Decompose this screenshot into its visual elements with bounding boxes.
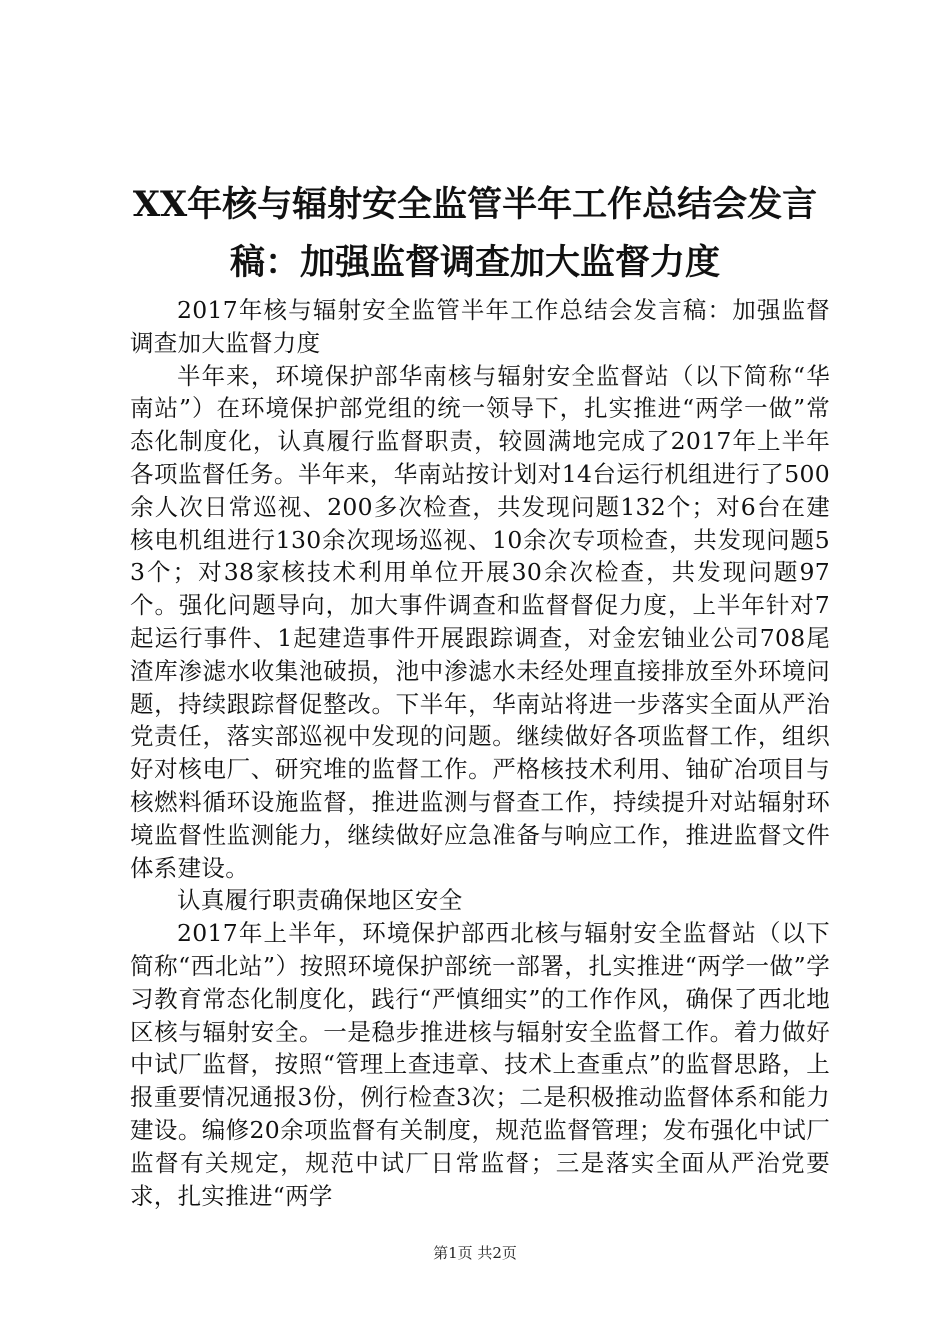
- paragraph-intro: 2017年核与辐射安全监管半年工作总结会发言稿：加强监督调查加大监督力度: [130, 296, 830, 357]
- document-body: [130, 294, 830, 1212]
- section-heading: 认真履行职责确保地区安全: [177, 886, 463, 915]
- paragraph-huanan-station: 半年来，环境保护部华南核与辐射安全监督站（以下简称“华南站”）在环境保护部党组的统一领导下，扎实推进“两学一做”常态化制度化，认真履行监督职责，较圆满地完成了2017年上半年各项监督任务。半年来，华南站按计划对14台运行机组进行了500余人次日常巡视、200多次检查，共发现问题132个；对6台在建核电机组进行130余次现场巡视、10余次专项检查，共发现问题53个；对38家核技术利用单位开展30余次检查，共发现问题97个。强化问题导向，加大事件调查和监督督促力度，上半年针对7起运行事件、1起建造事件开展跟踪调查，对金宏铀业公司708尾渣库渗滤水收集池破损，池中渗滤水未经处理直接排放至外环境问题，持续跟踪督促整改。下半年，华南站将进一步落实全面从严治党责任，落实部巡视中发现的问题。继续做好各项监督工作，组织好对核电厂、研究堆的监督工作。严格核技术利用、铀矿冶项目与核燃料循环设施监督，推进监测与督查工作，持续提升对站辐射环境监督性监测能力，继续做好应急准备与响应工作，推进监督文件体系建设。: [130, 361, 830, 882]
- page-footer: 第1页 共2页: [433, 1244, 517, 1262]
- paragraph-xibei-station: 2017年上半年，环境保护部西北核与辐射安全监督站（以下简称“西北站”）按照环境保护部统一部署，扎实推进“两学一做”学习教育常态化制度化，践行“严慎细实”的工作作风，确保了西北地区核与辐射安全。一是稳步推进核与辐射安全监督工作。着力做好中试厂监督，按照“管理上查违章、技术上查重点”的监督思路，上报重要情况通报3份，例行检查3次；二是积极推动监督体系和能力建设。编修20余项监督有关制度，规范监督管理；发布强化中试厂监督有关规定，规范中试厂日常监督；三是落实全面从严治党要求，扎实推进“两学: [130, 919, 830, 1210]
- document-title: XX年核与辐射安全监管半年工作总结会发言稿：加强监督调查加大监督力度: [132, 184, 818, 283]
